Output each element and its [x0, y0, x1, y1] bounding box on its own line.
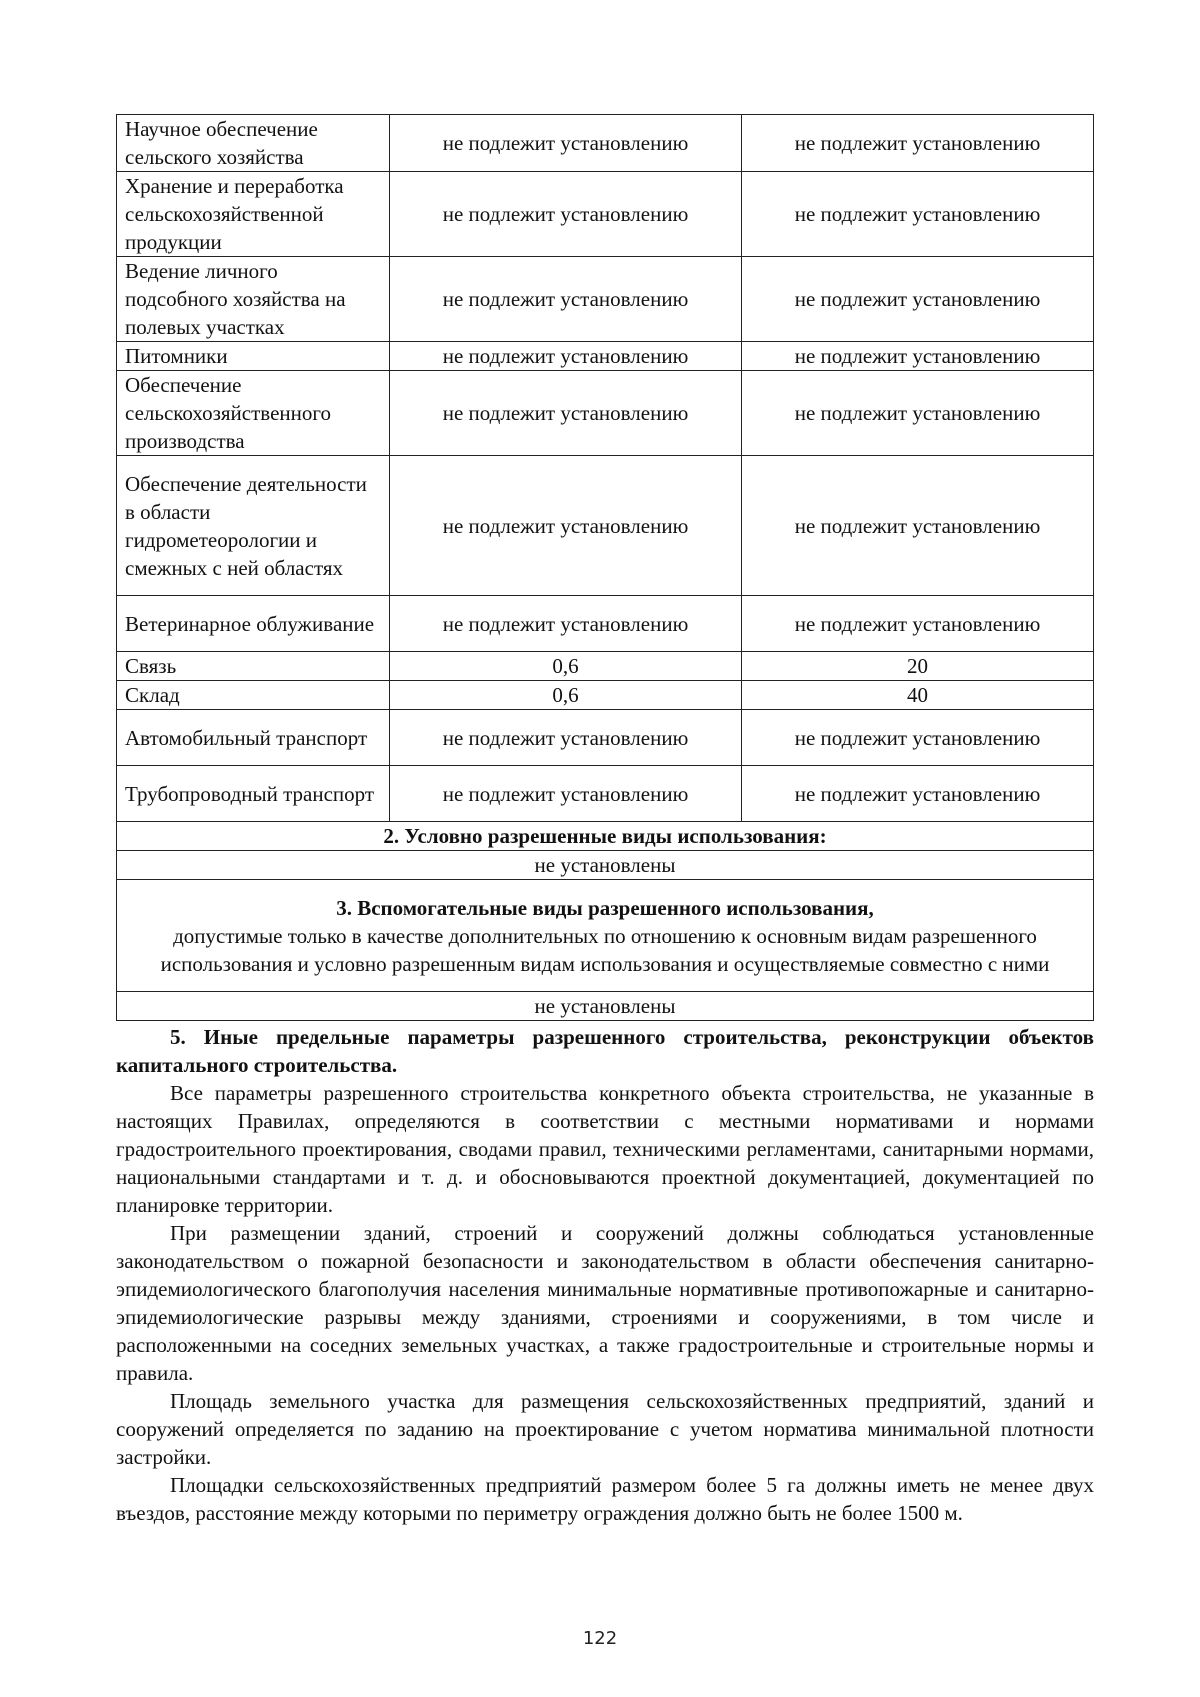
- section-3-value-row: [117, 992, 1094, 1021]
- section-3-title: 3. Вспомогательные виды разрешенного использования,: [336, 895, 874, 920]
- param-2-cell: не подлежит установлению: [742, 257, 1094, 342]
- body-paragraph: При размещении зданий, строений и сооружений должны соблюдаться установленные законодательством о пожарной безопасности и законодательством в области обеспечения санитарно-эпидемиологического благополучия населения минимальные нормативные противопожарные и санитарно-эпидемиологические разрывы между зданиями, строениями и сооружениями, в том числе и расположенными на соседних земельных участках, а также градостроительные и строительные нормы и правила.: [116, 1221, 1094, 1385]
- use-type-cell: Ведение личного подсобного хозяйства на полевых участках: [117, 257, 390, 342]
- param-2-cell: не подлежит установлению: [742, 115, 1094, 172]
- section-3-header-cell: [117, 880, 1094, 992]
- table-row: [117, 115, 1094, 172]
- table-row: [117, 652, 1094, 681]
- section-3-title-row: [117, 880, 1094, 992]
- body-paragraph: Площадь земельного участка для размещения сельскохозяйственных предприятий, зданий и сооружений определяется по заданию на проектирование с учетом норматива минимальной плотности застройки.: [116, 1389, 1094, 1469]
- table-row: [117, 257, 1094, 342]
- section-3-description: допустимые только в качестве дополнительных по отношению к основным видам разрешенного использования и условно разрешенным видам использования и осуществляемые совместно с ними: [160, 923, 1050, 976]
- table-row: [117, 172, 1094, 257]
- use-type-cell: Автомобильный транспорт: [117, 710, 390, 766]
- param-2-cell: не подлежит установлению: [742, 342, 1094, 371]
- use-type-cell: Питомники: [117, 342, 390, 371]
- param-1-cell: не подлежит установлению: [390, 172, 742, 257]
- body-paragraph: Все параметры разрешенного строительства конкретного объекта строительства, не указанные в настоящих Правилах, определяются в соответствии с местными нормативами и нормами градостроительного проектирования, сводами правил, техническими регламентами, санитарными нормами, национальными стандартами и т. д. и обосновываются проектной документацией, документацией по планировке территории.: [116, 1081, 1094, 1217]
- table-row: [117, 596, 1094, 652]
- param-2-cell: 20: [742, 652, 1094, 681]
- param-1-cell: не подлежит установлению: [390, 342, 742, 371]
- param-1-cell: не подлежит установлению: [390, 257, 742, 342]
- param-2-cell: не подлежит установлению: [742, 456, 1094, 596]
- table-row: [117, 766, 1094, 822]
- param-2-cell: не подлежит установлению: [742, 596, 1094, 652]
- section-2-value: не установлены: [117, 851, 1094, 880]
- page-number: 122: [582, 1628, 618, 1649]
- use-type-cell: Трубопроводный транспорт: [117, 766, 390, 822]
- param-2-cell: не подлежит установлению: [742, 371, 1094, 456]
- param-2-cell: не подлежит установлению: [742, 172, 1094, 257]
- use-type-cell: Обеспечение сельскохозяйственного производства: [117, 371, 390, 456]
- section-2-value-row: [117, 851, 1094, 880]
- section-2-title-row: [117, 822, 1094, 851]
- use-type-cell: Хранение и переработка сельскохозяйственной продукции: [117, 172, 390, 257]
- param-1-cell: 0,6: [390, 681, 742, 710]
- param-1-cell: не подлежит установлению: [390, 115, 742, 172]
- body-paragraph: Площадки сельскохозяйственных предприятий размером более 5 га должны иметь не менее двух въездов, расстояние между которыми по периметру ограждения должно быть не более 1500 м.: [116, 1473, 1094, 1525]
- use-type-cell: Связь: [117, 652, 390, 681]
- use-type-cell: Обеспечение деятельности в области гидрометеорологии и смежных с ней областях: [117, 456, 390, 596]
- use-type-cell: Научное обеспечение сельского хозяйства: [117, 115, 390, 172]
- section-3-value: не установлены: [117, 992, 1094, 1021]
- use-type-cell: Ветеринарное облуживание: [117, 596, 390, 652]
- document-page: [116, 114, 1094, 1527]
- land-use-parameters-table: [116, 114, 1094, 1021]
- table-row: [117, 371, 1094, 456]
- use-type-cell: Склад: [117, 681, 390, 710]
- param-1-cell: не подлежит установлению: [390, 710, 742, 766]
- section-5-heading: 5. Иные предельные параметры разрешенного строительства, реконструкции объектов капитального строительства.: [116, 1025, 1094, 1077]
- param-2-cell: 40: [742, 681, 1094, 710]
- param-1-cell: 0,6: [390, 652, 742, 681]
- param-1-cell: не подлежит установлению: [390, 596, 742, 652]
- param-1-cell: не подлежит установлению: [390, 371, 742, 456]
- param-2-cell: не подлежит установлению: [742, 766, 1094, 822]
- param-1-cell: не подлежит установлению: [390, 456, 742, 596]
- section-2-title: 2. Условно разрешенные виды использования:: [117, 822, 1094, 851]
- table-row: [117, 456, 1094, 596]
- param-2-cell: не подлежит установлению: [742, 710, 1094, 766]
- param-1-cell: не подлежит установлению: [390, 766, 742, 822]
- table-row: [117, 342, 1094, 371]
- table-row: [117, 710, 1094, 766]
- table-row: [117, 681, 1094, 710]
